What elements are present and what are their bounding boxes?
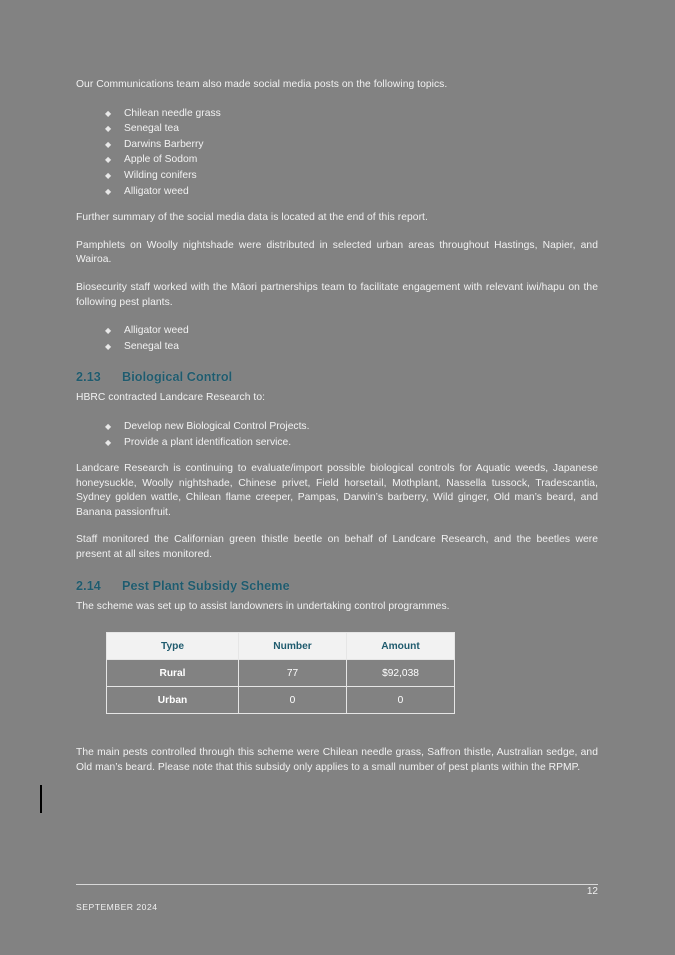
cell-type: Urban [107,687,239,714]
list-item-label: Darwins Barberry [124,138,204,150]
diamond-bullet-icon: ◆ [105,421,112,431]
diamond-bullet-icon: ◆ [105,341,112,351]
cell-type: Rural [107,660,239,687]
section-number: 2.14 [76,578,101,593]
list-item-label: Wilding conifers [124,169,197,181]
section-title: Biological Control [122,370,233,385]
further-summary-paragraph: Further summary of the social media data is located at the end of this report. [76,212,428,224]
pamphlets-paragraph: Pamphlets on Woolly nightshade were distributed in selected urban areas throughout Hastings, Napier, and Wairoa. [76,239,598,266]
diamond-bullet-icon: ◆ [105,326,112,336]
list-item-label: Alligator weed [124,325,189,337]
section-number: 2.13 [76,370,101,385]
list-item-label: Senegal tea [124,123,179,135]
section-heading-2-13 [76,370,598,384]
diamond-bullet-icon: ◆ [105,186,112,196]
cell-number: 0 [239,687,347,714]
footer-date: SEPTEMBER 2024 [76,902,158,912]
list-item-label: Alligator weed [124,185,189,197]
list-item [76,323,598,339]
social-media-topics-list [76,106,598,200]
revision-change-bar [40,785,42,813]
page-number: 12 [586,886,598,897]
diamond-bullet-icon: ◆ [105,170,112,180]
diamond-bullet-icon: ◆ [105,155,112,165]
list-item-label: Develop new Biological Control Projects. [124,420,310,432]
cell-amount: 0 [347,687,455,714]
table-header-row [107,633,455,660]
list-item [76,339,598,355]
table-row [107,687,455,714]
pest-plant-subsidy-table [106,632,455,714]
list-item [76,137,598,153]
list-item [76,419,598,435]
list-item [76,184,598,200]
landcare-research-paragraph: Landcare Research is continuing to evaluate/import possible biological controls for Aquatic weeds, Japanese honeysuckle, Woolly nightshade, Chinese privet, Field horsetail, Mothplant, Nassella tussock, Tradescantia, Sydney golden wattle, Chilean flame creeper, Pampas, Darwin’s barberry, Wild ginger, Old man’s beard, and Banana passionfruit. [76,463,598,518]
column-header-type: Type [107,633,239,660]
section-title: Pest Plant Subsidy Scheme [122,578,290,593]
scheme-set-up-paragraph: The scheme was set up to assist landowners in undertaking control programmes. [76,600,450,612]
list-item-label: Apple of Sodom [124,154,198,166]
list-item [76,106,598,122]
diamond-bullet-icon: ◆ [105,108,112,118]
landcare-tasks-list [76,419,598,450]
list-item-label: Senegal tea [124,340,179,352]
main-pests-paragraph: The main pests controlled through this scheme were Chilean needle grass, Saffron thistle, Australian sedge, and Old man’s beard. Please note that this subsidy only applies to a small number of pest plants within the RPMP. [76,747,598,773]
iwi-pest-plants-list [76,323,598,354]
list-item-label: Provide a plant identification service. [124,436,292,448]
table-row [107,660,455,687]
list-item [76,435,598,451]
list-item [76,168,598,184]
column-header-amount: Amount [347,633,455,660]
cell-number: 77 [239,660,347,687]
hbrc-contracted-paragraph: HBRC contracted Landcare Research to: [76,392,266,404]
diamond-bullet-icon: ◆ [105,437,112,447]
footer-divider [76,884,598,885]
list-item [76,152,598,168]
section-heading-2-14 [76,579,598,593]
cell-amount: $92,038 [347,660,455,687]
social-media-intro-paragraph: Our Communications team also made social media posts on the following topics. [76,79,448,90]
column-header-number: Number [239,633,347,660]
staff-monitored-paragraph: Staff monitored the Californian green thistle beetle on behalf of Landcare Research, and the beetles were present at all sites monitored. [76,534,598,561]
biosecurity-staff-paragraph: Biosecurity staff worked with the Māori partnerships team to facilitate engagement with relevant iwi/hapu on the following pest plants. [76,281,598,308]
diamond-bullet-icon: ◆ [105,139,112,149]
page-content [76,78,598,788]
list-item-label: Chilean needle grass [124,107,221,119]
diamond-bullet-icon: ◆ [105,124,112,134]
list-item [76,121,598,137]
